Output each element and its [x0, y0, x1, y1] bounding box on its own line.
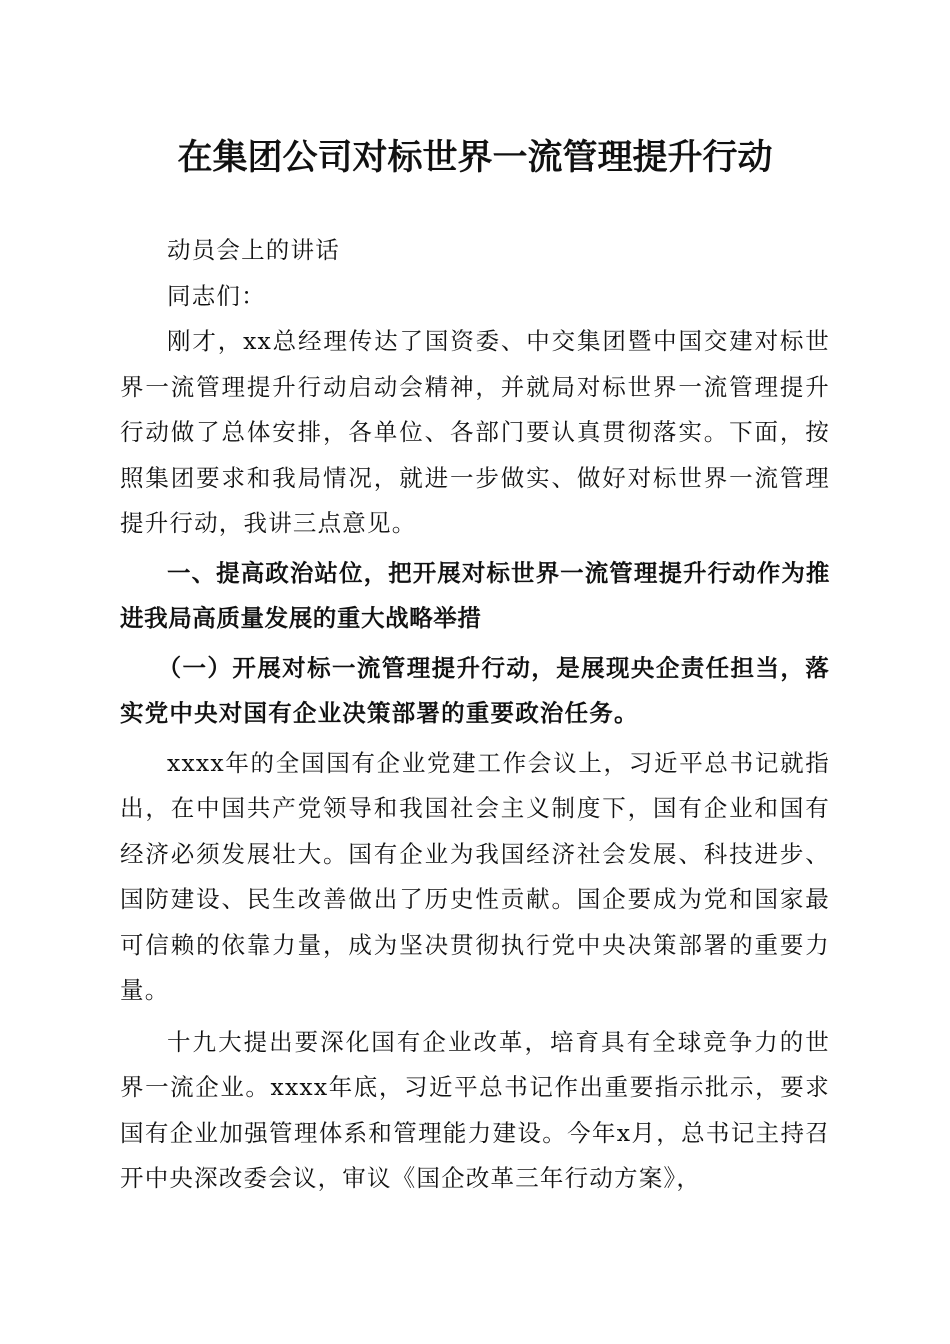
body-paragraph-2: 十九大提出要深化国有企业改革，培育具有全球竞争力的世界一流企业。xxxx年底，习近平总书记作出重要指示批示，要求国有企业加强管理体系和管理能力建设。今年x月，总书记主持召开中央深改委会议，审议《国企改革三年行动方案》，	[120, 1027, 830, 1192]
document-body	[120, 228, 830, 1202]
body-paragraph-1: xxxx年的全国国有企业党建工作会议上，习近平总书记就指出，在中国共产党领导和我国社会主义制度下，国有企业和国有经济必须发展壮大。国有企业为我国经济社会发展、科技进步、国防建设、民生改善做出了历史性贡献。国企要成为党和国家最可信赖的依靠力量，成为坚决贯彻执行党中央决策部署的重要力量。	[120, 748, 830, 1004]
section-heading-1: 一、提高政治站位，把开展对标世界一流管理提升行动作为推进我局高质量发展的重大战略举措	[120, 558, 830, 632]
subtitle-line: 动员会上的讲话	[167, 236, 340, 264]
subsection-heading-1-1: （一）开展对标一流管理提升行动，是展现央企责任担当，落实党中央对国有企业决策部署的重要政治任务。	[120, 653, 830, 727]
salutation: 同志们：	[167, 281, 266, 310]
document-title: 在集团公司对标世界一流管理提升行动	[177, 137, 773, 178]
intro-paragraph: 刚才，xx总经理传达了国资委、中交集团暨中国交建对标世界一流管理提升行动启动会精神，并就局对标世界一流管理提升行动做了总体安排，各单位、各部门要认真贯彻落实。下面，按照集团要求和我局情况，就进一步做实、做好对标世界一流管理提升行动，我讲三点意见。	[120, 327, 830, 537]
